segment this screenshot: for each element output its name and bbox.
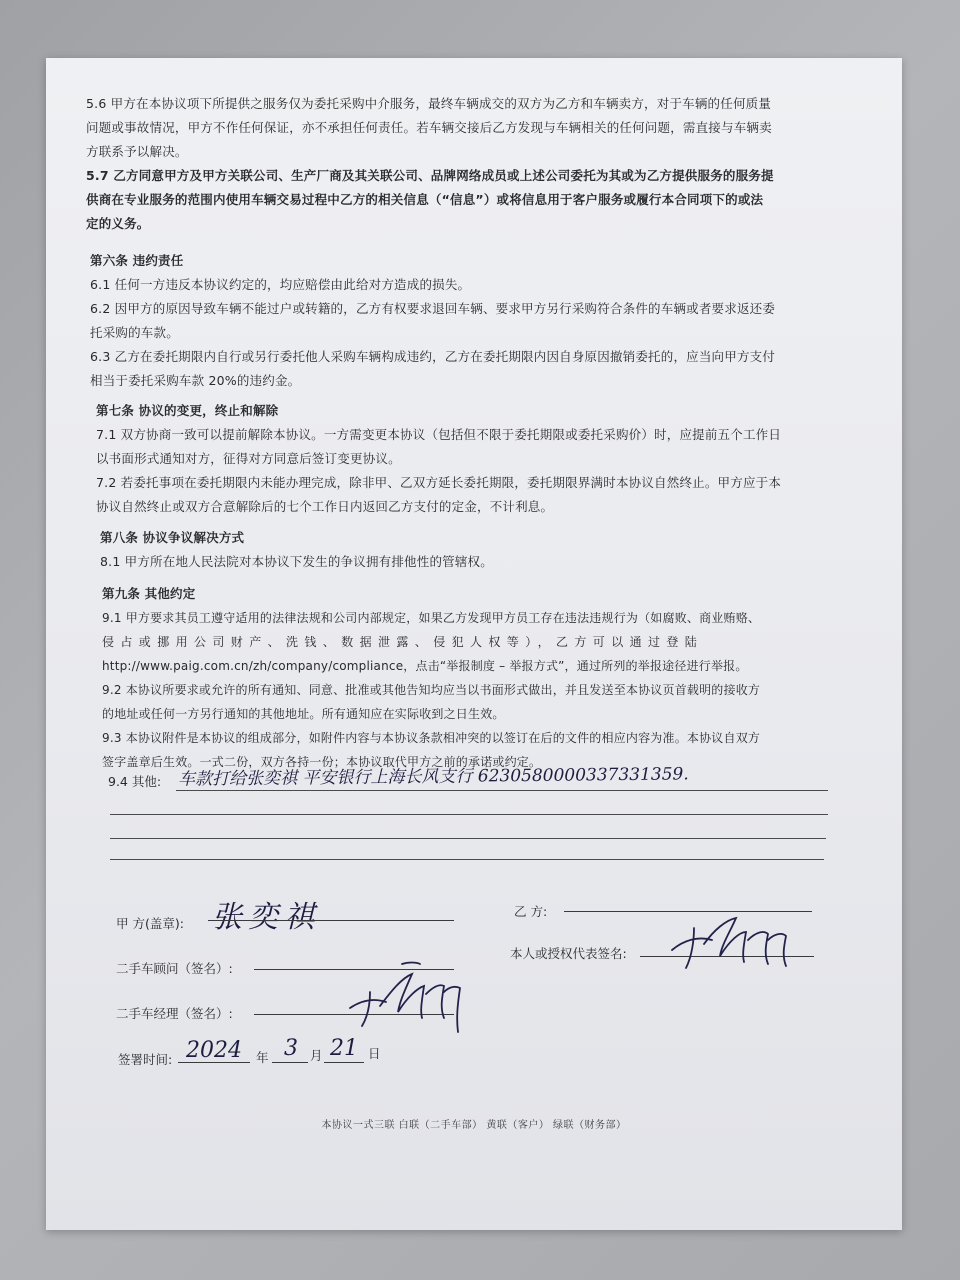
date-day-unit: 日 xyxy=(368,1046,381,1061)
date-day: 21 xyxy=(330,1036,358,1061)
representative-signature xyxy=(664,910,794,974)
date-month-unit: 月 xyxy=(310,1048,323,1063)
article-9-title: 第九条 其他约定 xyxy=(102,586,196,601)
representative-label: 本人或授权代表签名: xyxy=(510,946,627,961)
blank-line-2 xyxy=(110,814,828,815)
contract-page xyxy=(46,58,902,1230)
clause-9-1-url-line: http://www.paig.com.cn/zh/company/compliance，点击“举报制度 – 举报方式”，通过所列的举报途径进行举报。 xyxy=(102,659,748,673)
clause-line: 供商在专业服务的范围内使用车辆交易过程中乙方的相关信息（“信息”）或将信息用于客户服务或履行本合同项下的或法 xyxy=(86,192,764,207)
clause-9-3-line: 9.3 本协议附件是本协议的组成部分，如附件内容与本协议条款相冲突的以签订在后的文件的相应内容为准。本协议自双方 xyxy=(102,731,761,745)
manager-signature xyxy=(346,956,466,1036)
clause-8-1: 8.1 甲方所在地人民法院对本协议下发生的争议拥有排他性的管辖权。 xyxy=(100,554,493,569)
article-7-title: 第七条 协议的变更，终止和解除 xyxy=(96,403,279,418)
clause-6-2-line: 6.2 因甲方的原因导致车辆不能过户或转籍的，乙方有权要求退回车辆、要求甲方另行采购符合条件的车辆或者要求返还委 xyxy=(90,301,776,316)
clause-line: 问题或事故情况，甲方不作任何保证，亦不承担任何责任。若车辆交接后乙方发现与车辆相关的任何问题，需直接与车辆卖 xyxy=(86,120,772,135)
date-month: 3 xyxy=(284,1036,298,1061)
manager-label: 二手车经理（签名）: xyxy=(116,1006,233,1021)
clause-6-1: 6.1 任何一方违反本协议约定的，均应赔偿由此给对方造成的损失。 xyxy=(90,277,471,292)
date-year-line xyxy=(178,1062,250,1063)
article-7 xyxy=(96,399,781,519)
clause-5-6 xyxy=(86,92,772,164)
clause-line: 方联系予以解决。 xyxy=(86,144,188,159)
clause-9-3-line: 签字盖章后生效。一式二份，双方各持一份；本协议取代甲方之前的承诺或约定。 xyxy=(102,755,542,769)
clause-line: 5.6 甲方在本协议项下所提供之服务仅为委托采购中介服务，最终车辆成交的双方为乙方和车辆卖方，对于车辆的任何质量 xyxy=(86,96,772,111)
clause-7-1-line: 以书面形式通知对方，征得对方同意后签订变更协议。 xyxy=(96,451,401,466)
date-day-line xyxy=(324,1062,364,1063)
article-6-title: 第六条 违约责任 xyxy=(90,253,184,268)
clause-6-3-line: 相当于委托采购车款 20%的违约金。 xyxy=(90,373,301,388)
clause-7-1-line: 7.1 双方协商一致可以提前解除本协议。一方需变更本协议（包括但不限于委托期限或委托采购价）时，应提前五个工作日 xyxy=(96,427,782,442)
party-a-handwritten-name: 张奕祺 xyxy=(212,900,320,935)
clause-6-2-line: 托采购的车款。 xyxy=(90,325,179,340)
blank-line-1 xyxy=(176,790,828,791)
article-9 xyxy=(102,582,760,774)
consultant-label: 二手车顾问（签名）: xyxy=(116,961,233,976)
clause-9-4-handwritten: 车款打给张奕祺 平安银行上海长风支行 6230580000337331359. xyxy=(177,764,689,790)
clause-9-1-line: 侵占或挪用公司财产、洗钱、数据泄露、侵犯人权等），乙方可以通过登陆 xyxy=(102,635,704,649)
article-8-title: 第八条 协议争议解决方式 xyxy=(100,530,245,545)
article-8 xyxy=(100,526,493,574)
blank-line-4 xyxy=(110,859,824,860)
clause-7-2-line: 7.2 若委托事项在委托期限内未能办理完成，除非甲、乙双方延长委托期限，委托期限界满时本协议自然终止。甲方应于本 xyxy=(96,475,782,490)
clause-9-4-label: 9.4 其他: xyxy=(108,774,162,789)
party-b-label: 乙 方: xyxy=(514,904,548,919)
copies-footer: 本协议一式三联 白联（二手车部） 黄联（客户） 绿联（财务部） xyxy=(321,1120,627,1131)
clause-5-7 xyxy=(86,164,774,236)
date-label: 签署时间: xyxy=(118,1052,173,1067)
clause-9-2-line: 的地址或任何一方另行通知的其他地址。所有通知应在实际收到之日生效。 xyxy=(102,707,505,721)
date-month-line xyxy=(272,1062,308,1063)
clause-6-3-line: 6.3 乙方在委托期限内自行或另行委托他人采购车辆构成违约，乙方在委托期限内因自身原因撤销委托的，应当向甲方支付 xyxy=(90,349,776,364)
clause-line: 5.7 乙方同意甲方及甲方关联公司、生产厂商及其关联公司、品牌网络成员或上述公司委托为其或为乙方提供服务的服务提 xyxy=(86,168,774,183)
article-6 xyxy=(90,249,775,393)
clause-line: 定的义务。 xyxy=(86,216,150,231)
clause-9-2-line: 9.2 本协议所要求或允许的所有通知、同意、批准或其他告知均应当以书面形式做出，并且发送至本协议页首载明的接收方 xyxy=(102,683,761,697)
party-a-signature-line xyxy=(208,920,454,921)
clause-7-2-line: 协议自然终止或双方合意解除后的七个工作日内返回乙方支付的定金，不计利息。 xyxy=(96,499,554,514)
date-year: 2024 xyxy=(186,1038,242,1063)
blank-line-3 xyxy=(110,838,826,839)
party-a-label: 甲 方(盖章): xyxy=(116,916,184,931)
date-year-unit: 年 xyxy=(256,1050,269,1065)
clause-9-1-line: 9.1 甲方要求其员工遵守适用的法律法规和公司内部规定，如果乙方发现甲方员工存在违法违规行为（如腐败、商业贿赂、 xyxy=(102,611,761,625)
